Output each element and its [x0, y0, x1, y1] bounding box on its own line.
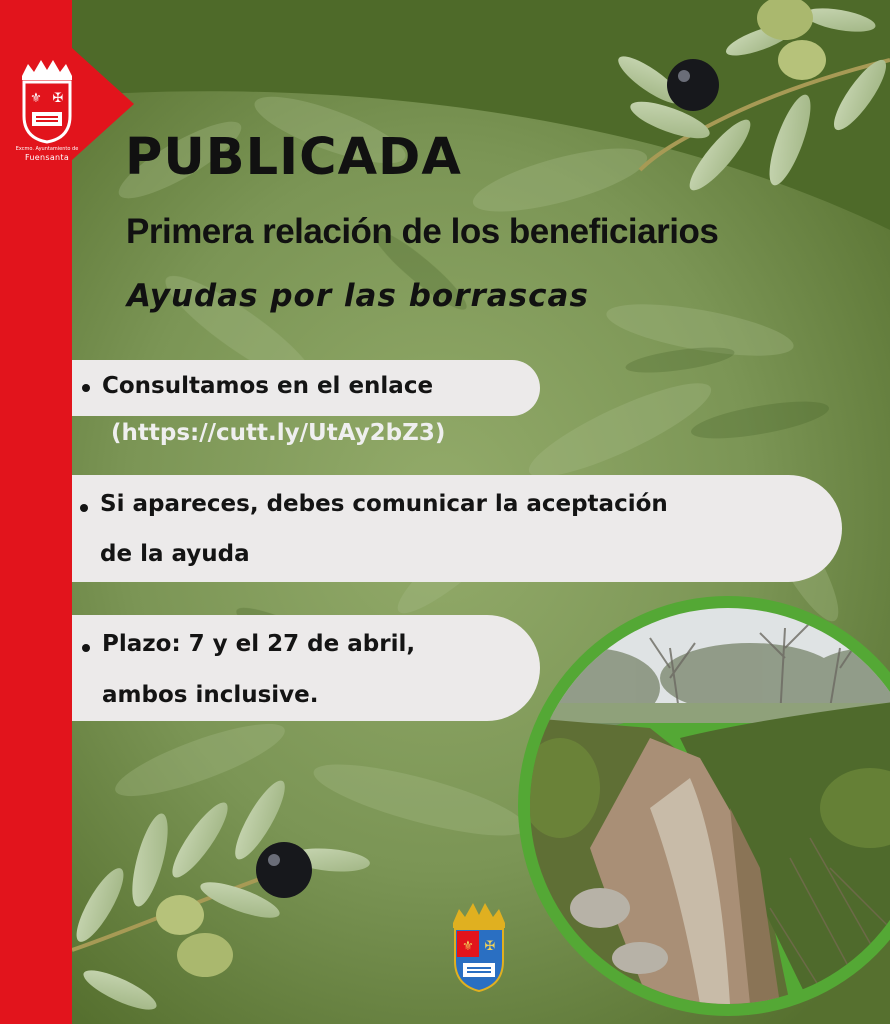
svg-text:⚜: ⚜ [462, 939, 474, 954]
coat-of-arms-icon [447, 903, 511, 993]
bullet-text: de la ayuda [100, 541, 250, 567]
link-url[interactable]: (https://cutt.ly/UtAy2bZ3) [111, 420, 446, 446]
topic-heading: Ayudas por las borrascas [127, 278, 589, 314]
organization-name: Fuensanta [24, 153, 70, 162]
bullet-text: ambos inclusive. [102, 682, 319, 708]
subtitle: Primera relación de los beneficiarios [126, 212, 719, 251]
svg-text:⚜: ⚜ [30, 91, 42, 106]
organization-caption: Excmo. Ayuntamiento de [15, 146, 79, 152]
svg-text:✠: ✠ [52, 91, 64, 106]
bullet-dot [82, 644, 90, 652]
bullet-dot [80, 504, 88, 512]
page-title: PUBLICADA [125, 128, 462, 187]
bullet-dot [82, 384, 90, 392]
coat-of-arms-icon [14, 58, 80, 144]
bullet-text: Consultamos en el enlace [102, 373, 434, 399]
bullet-text: Si apareces, debes comunicar la aceptación [100, 491, 668, 517]
bullet-text: Plazo: 7 y el 27 de abril, [102, 631, 416, 657]
svg-text:✠: ✠ [484, 939, 496, 954]
